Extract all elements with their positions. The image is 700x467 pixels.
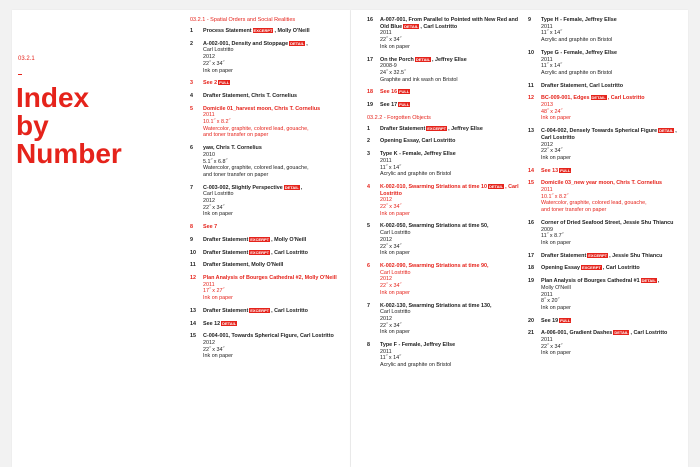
entry-detail-line: 5.1˝ x 6.8˝ [203,158,228,165]
entry-detail-line: 2011 [380,348,392,355]
section-heading: 03.2.2 - Forgotten Objects [367,114,431,121]
entry-title-suffix: , Jessie Shu Thiancu [609,252,663,259]
entry-title: Drafter Statement, Carl Lostritto [541,82,624,89]
entry-title: Domicile 01_harvest moon, Chris T. Cornelius [203,105,321,112]
entry-number: 16 [367,17,373,23]
index-entry [190,308,350,315]
entry-heading [541,168,688,175]
entry-heading [541,50,688,57]
index-entry [528,168,688,175]
index-entry [528,180,688,214]
entry-number: 5 [367,223,370,230]
entry-detail-line: Acrylic and graphite on Bristol [380,362,452,369]
index-entry [367,102,527,109]
index-column-2 [367,17,527,375]
entry-detail-line: 2012 [380,315,392,322]
index-entry [367,263,527,297]
entry-detail-line: 10.1˝ x 8.2˝ [541,193,569,200]
entry-title-suffix: , Carl Lostritto [380,183,519,197]
entry-title: Domicile 03_new year moon, Chris T. Cornelius [541,180,663,187]
entry-number: 1 [367,125,370,132]
entry-title-suffix: , Carl Lostritto [630,330,668,337]
entry-heading [541,330,688,337]
entry-number: 8 [190,224,193,231]
entry-number: 14 [528,167,534,174]
entry-number: 17 [367,56,373,63]
index-entry [190,145,350,179]
entry-detail-line: 2012 [203,198,215,205]
index-entry [528,253,688,260]
index-entry [367,151,527,178]
entry-heading [541,83,688,90]
entry-tag-badge: EXCERPT [581,265,601,271]
entry-tag-badge: DETAIL [415,56,431,62]
entry-heading [541,95,688,102]
entry-detail-line: Acrylic and graphite on Bristol [380,171,452,178]
entry-title: On the Porch [380,56,414,63]
entry-detail-line: Carl Lostritto [203,191,234,198]
entry-title: See 13 [541,167,559,174]
entry-number: 4 [367,183,370,190]
page-title-text: Index by Number [16,82,122,169]
entry-title: See 12 [203,320,221,327]
entry-number: 10 [528,49,534,56]
index-entry [367,57,527,84]
entry-heading [203,93,350,100]
entry-number: 12 [190,274,196,281]
index-entry [190,250,350,257]
entry-number: 14 [190,320,196,327]
entry-heading [541,128,688,141]
entry-detail-line: 2013 [541,102,553,109]
entry-number: 6 [367,262,370,269]
entry-title: Plan Analysis of Bourges Cathedral #2, Molly O'Neill [203,274,337,281]
entry-number: 9 [528,17,531,23]
index-entry [190,106,350,140]
entry-title: Type F - Female, Jeffrey Ellse [380,342,456,349]
entry-heading [203,106,350,113]
entry-detail-line: Ink on paper [541,304,571,311]
section-number: 03.2.1 [18,56,35,62]
entry-detail-line: 22˝ x 34˝ [541,343,563,350]
index-entry [190,224,350,231]
entry-detail-line: Ink on paper [380,210,410,217]
entry-detail-line: Carl Lostritto [380,269,411,276]
entry-number: 13 [528,128,534,135]
entry-detail-line: 2012 [541,141,553,148]
entry-title: Plan Analysis of Bourges Cathedral #1 [541,278,640,285]
entry-title: A-006-001, Gradient Dashes [541,330,613,337]
entry-title: K-002-090, Swarming Striations at time 90, [380,262,489,269]
entry-tag-badge: FULL [560,167,571,173]
entry-detail-line: 2011 [541,23,553,30]
entry-heading [380,126,527,133]
index-entry [190,80,350,87]
entry-tag-badge: FULL [399,89,410,95]
index-entry [190,93,350,100]
entry-title: Type H - Female, Jeffrey Ellse [541,17,617,23]
index-entry [367,303,527,337]
entry-heading [203,250,350,257]
entry-title: Drafter Statement, Chris T. Cornelius [203,92,298,99]
entry-title: See 7 [203,224,218,231]
entry-title: See 16 [380,89,398,96]
entry-title-suffix: , Carl Lostritto [420,23,458,30]
index-entry [367,89,527,96]
entry-heading [203,262,350,269]
entry-detail-line: Ink on paper [541,239,571,246]
entry-detail-line: Ink on paper [541,154,571,161]
entry-detail-line: 2011 [541,337,553,344]
entry-heading [203,28,350,35]
entry-heading [203,333,350,340]
entry-heading [541,17,688,24]
entry-title: yaw, Chris T. Cornelius [203,145,262,152]
entry-number: 4 [190,92,193,99]
entry-detail-line: Carl Lostritto [203,47,234,54]
entry-detail-line: 2012 [380,276,392,283]
index-entry [528,95,688,122]
entry-detail-line: 2010 [203,151,215,158]
entry-detail-line: Carl Lostritto [380,309,411,316]
entry-detail-line: 22˝ x 34˝ [203,346,225,353]
index-entry [367,126,527,133]
entry-tag-badge: EXCERPT [250,236,270,242]
entry-tag-badge: DETAIL [659,128,674,134]
entry-detail-line: Graphite and ink wash on Bristol [380,76,458,83]
entry-heading [203,237,350,244]
entry-detail-line: and toner transfer on paper [203,132,269,139]
entry-number: 3 [190,80,193,87]
entry-number: 11 [190,262,196,269]
entry-title: Opening Essay, Carl Lostritto [380,138,456,145]
entry-heading [203,41,350,48]
entry-detail-line: 2011 [203,281,215,288]
entry-number: 5 [190,105,193,112]
entry-title: Drafter Statement [203,307,249,314]
entry-heading [203,321,350,328]
entry-title: See 2 [203,80,218,87]
entry-title: Corner of Dried Seafood Street, Jessie Shu Thiancu [541,219,674,226]
entry-detail-line: and toner transfer on paper [541,207,607,214]
entry-title: See 19 [541,317,559,324]
entry-detail-line: Ink on paper [541,350,571,357]
entry-number: 10 [190,249,196,256]
entry-detail-line: 2009 [541,226,553,233]
index-entry [528,128,688,162]
entry-detail-line: Watercolor, graphite, colored lead, gouache, [203,165,309,172]
index-entry [528,278,688,312]
entry-number: 2 [190,40,193,47]
entry-heading [541,180,688,187]
entry-title-suffix: , Carl Lostritto [607,95,645,102]
index-entry [528,330,688,357]
entry-detail-line: Ink on paper [380,250,410,257]
entry-number: 12 [528,95,534,102]
index-entry [528,318,688,325]
entry-heading [380,184,527,197]
entry-title-suffix: , Carl Lostritto [602,265,640,272]
entry-detail-line: 2011 [203,112,215,119]
entry-detail-line: 22˝ x 34˝ [380,243,402,250]
entry-number: 18 [367,89,373,96]
entry-number: 7 [367,302,370,309]
entry-heading [203,308,350,315]
entry-number: 6 [190,145,193,152]
entry-number: 16 [528,219,534,226]
entry-detail-line: 2011 [380,30,392,37]
entry-title: Type G - Female, Jeffrey Ellse [541,49,617,56]
entry-heading [380,151,527,158]
entry-heading [380,263,527,270]
entry-tag-badge: EXCERPT [250,249,270,255]
index-entry [528,220,688,247]
entry-title: C-003-002, Slightly Perspective [203,184,283,191]
entry-tag-badge: FULL [560,317,571,323]
entry-heading [203,80,350,87]
entry-title-suffix: , Carl Lostritto [271,249,308,256]
entry-title-suffix: , Jeffrey Ellse [432,56,467,63]
entry-detail-line: 8˝ x 20˝ [541,298,560,305]
entry-heading [380,17,527,30]
entry-heading [541,318,688,325]
entry-title-suffix: , Molly O'Neill [271,236,307,243]
entry-detail-line: 22˝ x 34˝ [380,37,402,44]
index-entry [190,262,350,269]
entry-detail-line: 2012 [203,339,215,346]
entry-detail-line: 24˝ x 32.5˝ [380,69,406,76]
index-column-3 [528,17,688,363]
entry-title-suffix: , Jeffrey Ellse [448,125,483,132]
entry-heading [203,185,350,192]
entry-detail-line: 11˝ x 14˝ [541,30,562,37]
entry-title-suffix: , [300,184,303,191]
entry-detail-line: Ink on paper [380,43,410,50]
entry-number: 20 [528,317,534,324]
index-entry [528,50,688,77]
entry-detail-line: 22˝ x 34˝ [203,60,225,67]
entry-number: 15 [528,180,534,187]
entry-tag-badge: DETAIL [290,40,305,46]
section-heading: 03.2.1 - Spatial Orders and Social Realities [190,17,296,23]
entry-detail-line: Molly O'Neill [541,284,571,291]
entry-detail-line: 2008-9 [380,63,397,70]
entry-detail-line: Carl Lostritto [380,230,411,237]
page-title [16,84,126,168]
entry-heading [380,342,527,349]
entry-detail-line: 2012 [203,54,215,61]
entry-detail-line: 11˝ x 14˝ [380,355,401,362]
entry-title: K-002-130, Swarming Striations at time 130, [380,302,492,309]
entry-detail-line: Ink on paper [380,289,410,296]
entry-title-suffix: , Carl Lostritto [271,307,308,314]
entry-detail-line: 2012 [380,236,392,243]
entry-detail-line: 2012 [380,197,392,204]
entry-detail-line: Ink on paper [203,211,233,218]
entry-title: Drafter Statement [203,249,249,256]
index-entry [190,321,350,328]
entry-number: 21 [528,330,534,337]
index-entry [190,237,350,244]
entry-tag-badge: DETAIL [284,184,299,190]
entry-heading [380,223,527,230]
entry-detail-line: Ink on paper [203,295,233,302]
entry-tag-badge: DETAIL [488,184,504,190]
entry-heading [380,138,527,145]
entry-heading [541,220,688,227]
index-entry [367,184,527,218]
entry-number: 19 [528,278,534,285]
section-dash [18,74,22,75]
entry-title: Drafter Statement, Molly O'Neill [203,262,284,269]
entry-title-suffix: , [657,278,660,285]
entry-heading [380,102,527,109]
index-entry [367,17,527,51]
entry-heading [203,224,350,231]
entry-heading [380,89,527,96]
index-entry [367,223,527,257]
entry-detail-line: 17˝ x 27˝ [203,288,225,295]
entry-heading [380,303,527,310]
entry-title: K-002-010, Swarming Striations at time 10 [380,183,487,190]
entry-detail-line: 2011 [380,157,392,164]
entry-title: A-007-001, From Parallel to Pointed with New Red and Old Blue [380,17,519,30]
entry-title: BC-009-001, Edges [541,95,590,102]
entry-detail-line: Acrylic and graphite on Bristol [541,37,613,44]
index-entry [528,17,688,44]
entry-heading [203,145,350,152]
entry-tag-badge: EXCERPT [588,252,608,258]
entry-number: 1 [190,28,193,34]
index-entry [190,41,350,75]
entry-detail-line: Ink on paper [380,329,410,336]
entry-tag-badge: DETAIL [404,23,419,29]
entry-detail-line: 11˝ x 14˝ [380,164,401,171]
entry-title-suffix: , [306,40,308,47]
entry-tag-badge: EXCERPT [253,28,273,34]
entry-tag-badge: DETAIL [222,320,237,326]
entry-number: 8 [367,342,370,349]
entry-heading [203,275,350,282]
entry-detail-line: Acrylic and graphite on Bristol [541,69,613,76]
entry-title-suffix: , Carl Lostritto [541,128,677,141]
entry-detail-line: Ink on paper [541,115,571,122]
entry-detail-line: 22˝ x 34˝ [541,148,563,155]
entry-number: 13 [190,307,196,314]
entry-title-suffix: , Molly O'Neill [274,28,310,34]
entry-title: Process Statement [203,28,252,34]
entry-number: 19 [367,102,373,109]
entry-detail-line: Watercolor, graphite, colored lead, gouache, [541,200,647,207]
entry-tag-badge: FULL [219,80,230,86]
entry-heading [541,253,688,260]
index-entry [528,265,688,272]
entry-detail-line: 22˝ x 34˝ [380,204,402,211]
entry-detail-line: 22˝ x 34˝ [203,204,225,211]
index-entry [528,83,688,90]
entry-detail-line: Ink on paper [203,353,233,360]
entry-title: Drafter Statement [380,125,426,132]
entry-tag-badge: EXCERPT [427,125,447,131]
entry-number: 11 [528,82,534,89]
index-entry [367,138,527,145]
entry-tag-badge: DETAIL [614,330,629,336]
entry-title: C-004-001, Towards Spherical Figure, Carl Lostritto [203,333,334,340]
index-entry [190,275,350,302]
entry-heading [541,278,688,285]
entry-tag-badge: DETAIL [591,95,606,101]
index-entry [190,185,350,219]
entry-number: 9 [190,236,193,243]
entry-detail-line: 2011 [541,187,553,194]
entry-number: 18 [528,265,534,272]
entry-tag-badge: FULL [399,102,410,108]
entry-detail-line: 11˝ x 14˝ [541,63,562,70]
entry-title: K-002-050, Swarming Striations at time 50, [380,223,489,230]
entry-title: Drafter Statement [541,252,587,259]
entry-detail-line: 22˝ x 34˝ [380,322,402,329]
entry-detail-line: 48˝ x 24˝ [541,108,563,115]
entry-number: 17 [528,252,534,259]
entry-detail-line: 2011 [541,291,553,298]
index-entry [190,28,350,35]
index-column-1 [190,17,350,366]
entry-detail-line: Watercolor, graphite, colored lead, gouache, [203,125,309,132]
entry-number: 2 [367,138,370,145]
entry-detail-line: 10.1˝ x 8.2˝ [203,119,231,126]
entry-heading [380,57,527,64]
entry-detail-line: 11˝ x 8.7˝ [541,233,564,240]
entry-detail-line: 2011 [541,56,553,63]
entry-tag-badge: DETAIL [641,278,656,284]
entry-title: C-004-002, Densely Towards Spherical Figure [541,128,658,135]
entry-title: Type K - Female, Jeffrey Ellse [380,151,456,158]
entry-number: 3 [367,151,370,158]
entry-detail-line: and toner transfer on paper [203,171,269,178]
entry-title: A-002-001, Density and Stoppage [203,40,289,47]
entry-title: Opening Essay [541,265,580,272]
entry-detail-line: Ink on paper [203,67,233,74]
index-entry [190,333,350,360]
entry-tag-badge: EXCERPT [250,307,270,313]
entry-number: 15 [190,333,196,340]
entry-title: Drafter Statement [203,236,249,243]
entry-heading [541,265,688,272]
index-entry [367,342,527,369]
entry-number: 7 [190,184,193,191]
entry-detail-line: 22˝ x 34˝ [380,283,402,290]
entry-title: See 17 [380,102,398,109]
